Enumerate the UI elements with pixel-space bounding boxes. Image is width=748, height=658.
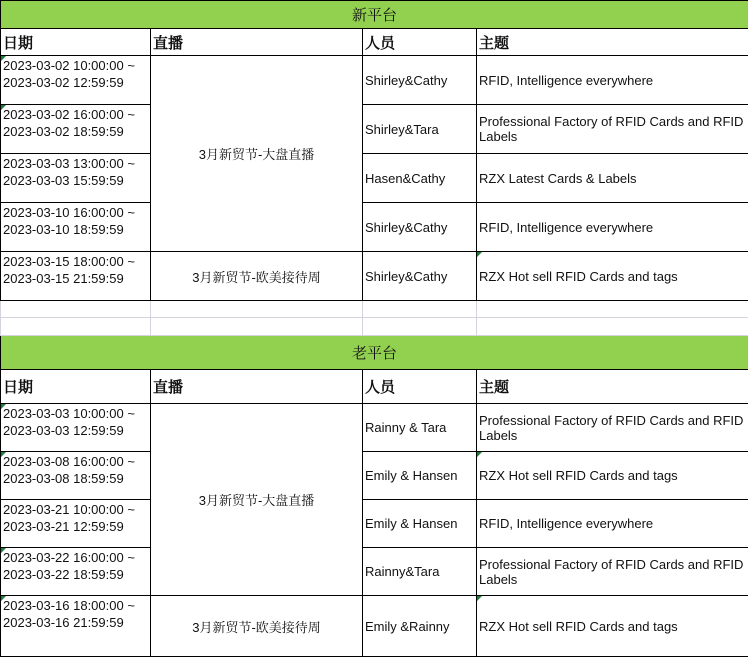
column-header-date[interactable]: 日期 [1,370,151,404]
empty-cell[interactable] [477,318,748,336]
column-header-live[interactable]: 直播 [151,370,363,404]
date-cell[interactable] [1,105,151,154]
live-cell[interactable]: 3月新贸节-欧美接待周 [151,596,363,657]
staff-cell[interactable]: Shirley&Cathy [363,56,477,105]
end-time: 2023-03-02 18:59:59 [3,124,124,139]
table-row [1,203,748,252]
topic-cell[interactable]: RZX Latest Cards & Labels [477,154,748,203]
start-time: 2023-03-02 10:00:00 ~ [3,58,135,73]
start-time: 2023-03-02 16:00:00 ~ [3,107,135,122]
table-row [1,596,748,657]
date-cell[interactable] [1,154,151,203]
date-cell[interactable] [1,452,151,500]
live-cell[interactable]: 3月新贸节-大盘直播 [151,404,363,596]
start-time: 2023-03-16 18:00:00 ~ [3,598,135,613]
end-time: 2023-03-02 12:59:59 [3,75,124,90]
staff-cell[interactable]: Emily &Rainny [363,596,477,657]
column-header-staff[interactable]: 人员 [363,29,477,56]
staff-cell[interactable]: Emily & Hansen [363,452,477,500]
end-time: 2023-03-08 18:59:59 [3,471,124,486]
column-header-staff[interactable]: 人员 [363,370,477,404]
end-time: 2023-03-10 18:59:59 [3,222,124,237]
staff-cell[interactable]: Shirley&Tara [363,105,477,154]
end-time: 2023-03-21 12:59:59 [3,519,124,534]
end-time: 2023-03-22 18:59:59 [3,567,124,582]
end-time: 2023-03-15 21:59:59 [3,271,124,286]
start-time: 2023-03-03 13:00:00 ~ [3,156,135,171]
table-row [1,452,748,500]
table-row [1,154,748,203]
empty-cell[interactable] [151,301,363,318]
start-time: 2023-03-03 10:00:00 ~ [3,406,135,421]
date-cell[interactable] [1,596,151,657]
topic-cell[interactable]: RFID, Intelligence everywhere [477,500,748,548]
empty-cell[interactable] [1,318,151,336]
topic-cell[interactable]: Professional Factory of RFID Cards and RFID Labels [477,404,748,452]
table-row [1,105,748,154]
start-time: 2023-03-10 16:00:00 ~ [3,205,135,220]
staff-cell[interactable]: Rainny&Tara [363,548,477,596]
staff-cell[interactable]: Hasen&Cathy [363,154,477,203]
section-title: 新平台 [1,1,748,29]
section-title: 老平台 [1,336,748,370]
start-time: 2023-03-21 10:00:00 ~ [3,502,135,517]
topic-cell[interactable]: RFID, Intelligence everywhere [477,203,748,252]
staff-cell[interactable]: Shirley&Cathy [363,252,477,301]
topic-cell[interactable]: Professional Factory of RFID Cards and RFID Labels [477,105,748,154]
start-time: 2023-03-08 16:00:00 ~ [3,454,135,469]
table-row [1,500,748,548]
empty-cell[interactable] [363,301,477,318]
column-header-date[interactable]: 日期 [1,29,151,56]
topic-cell[interactable]: RZX Hot sell RFID Cards and tags [477,252,748,301]
staff-cell[interactable]: Emily & Hansen [363,500,477,548]
table-row [1,548,748,596]
table-row [1,404,748,452]
live-cell[interactable]: 3月新贸节-欧美接待周 [151,252,363,301]
end-time: 2023-03-03 12:59:59 [3,423,124,438]
date-cell[interactable] [1,404,151,452]
topic-cell[interactable]: RFID, Intelligence everywhere [477,56,748,105]
topic-cell[interactable]: RZX Hot sell RFID Cards and tags [477,452,748,500]
staff-cell[interactable]: Rainny & Tara [363,404,477,452]
live-cell[interactable]: 3月新贸节-大盘直播 [151,56,363,252]
date-cell[interactable] [1,548,151,596]
empty-cell[interactable] [1,301,151,318]
date-cell[interactable] [1,252,151,301]
empty-cell[interactable] [477,301,748,318]
end-time: 2023-03-03 15:59:59 [3,173,124,188]
empty-cell[interactable] [151,318,363,336]
date-cell[interactable] [1,500,151,548]
empty-cell[interactable] [363,318,477,336]
column-header-topic[interactable]: 主题 [477,29,748,56]
table-row [1,56,748,105]
table-row [1,252,748,301]
column-header-live[interactable]: 直播 [151,29,363,56]
start-time: 2023-03-15 18:00:00 ~ [3,254,135,269]
start-time: 2023-03-22 16:00:00 ~ [3,550,135,565]
staff-cell[interactable]: Shirley&Cathy [363,203,477,252]
topic-cell[interactable]: RZX Hot sell RFID Cards and tags [477,596,748,657]
topic-cell[interactable]: Professional Factory of RFID Cards and RFID Labels [477,548,748,596]
date-cell[interactable] [1,56,151,105]
date-cell[interactable] [1,203,151,252]
end-time: 2023-03-16 21:59:59 [3,615,124,630]
column-header-topic[interactable]: 主题 [477,370,748,404]
